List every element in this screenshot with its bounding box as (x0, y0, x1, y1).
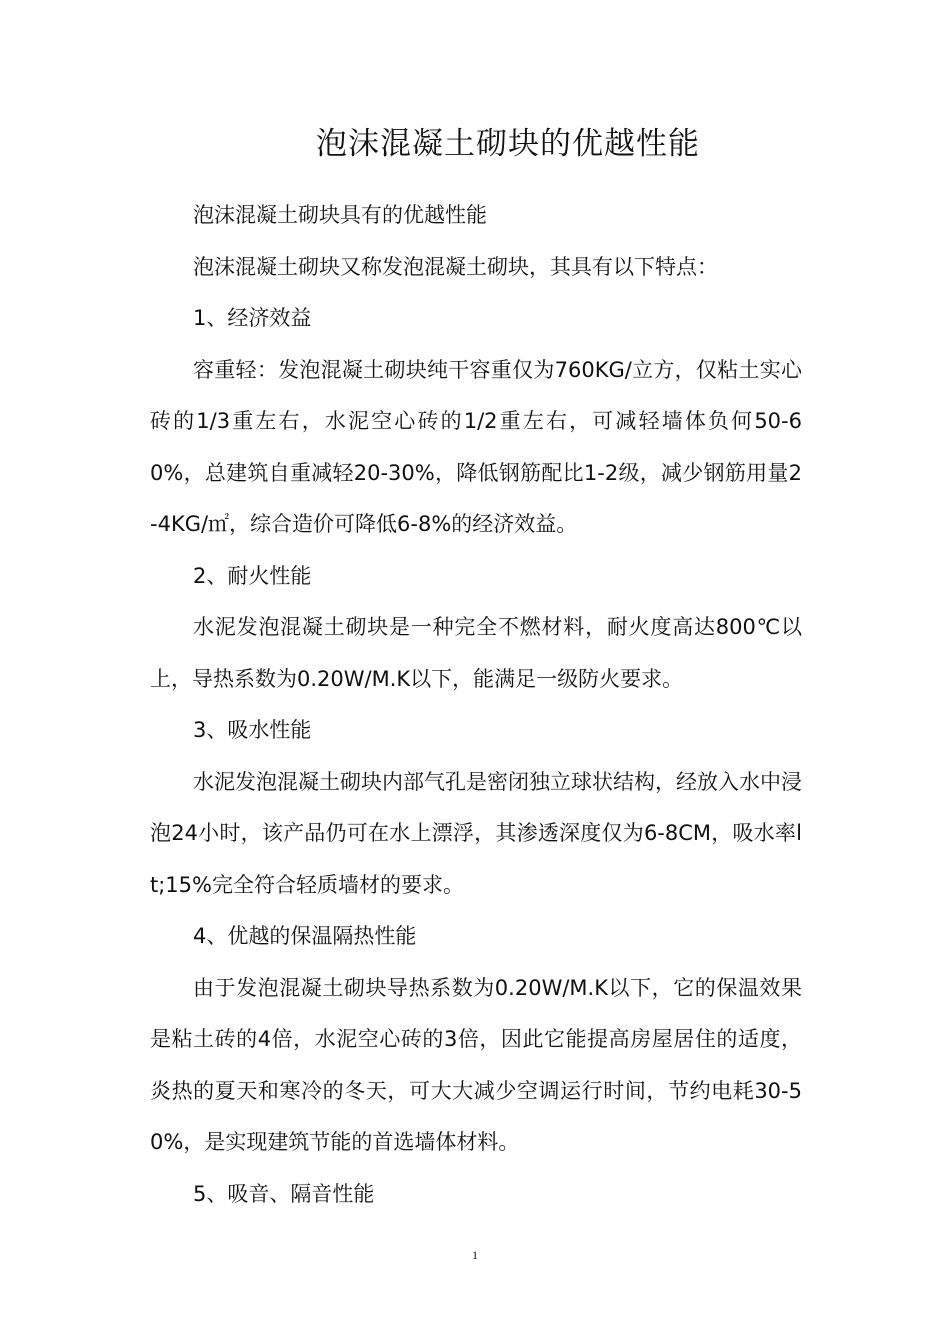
section-heading-insulation: 4、优越的保温隔热性能 (193, 924, 417, 948)
section-heading-water: 3、吸水性能 (193, 718, 312, 742)
page-number: 1 (472, 1248, 478, 1262)
paragraph-subtitle: 泡沫混凝土砌块具有的优越性能 (193, 203, 487, 227)
paragraph-insulation: 由于发泡混凝土砌块导热系数为0.20W/M.K以下，它的保温效果是粘土砖的4倍，水泥空心砖的3倍，因此它能提高房屋居住的适度，炎热的夏天和寒冷的冬天，可大大减少空调运行时间，节约电耗30-50%，是实现建筑节能的首选墙体材料。 (150, 975, 802, 1154)
section-heading-acoustic: 5、吸音、隔音性能 (193, 1181, 375, 1206)
document-title: 泡沫混凝土砌块的优越性能 (316, 126, 700, 162)
document-body (150, 190, 802, 1220)
paragraph-fire: 水泥发泡混凝土砌块是一种完全不燃材料，耐火度高达800℃以上，导热系数为0.20W/M.K以下，能满足一级防火要求。 (150, 615, 802, 691)
paragraph-economic: 容重轻：发泡混凝土砌块纯干容重仅为760KG/立方，仅粘土实心砖的1/3重左右，水泥空心砖的1/2重左右，可减轻墙体负何50-60%，总建筑自重减轻20-30%，降低钢筋配比1-2级，减少钢筋用量2-4KG/㎡，综合造价可降低6-8%的经济效益。 (150, 357, 802, 536)
paragraph-water: 水泥发泡混凝土砌块内部气孔是密闭独立球状结构，经放入水中浸泡24小时，该产品仍可在水上漂浮，其渗透深度仅为6-8CM，吸水率lt;15%完全符合轻质墙材的要求。 (150, 769, 802, 897)
section-heading-fire: 2、耐火性能 (193, 563, 312, 588)
paragraph-intro: 泡沫混凝土砌块又称发泡混凝土砌块，其具有以下特点： (193, 254, 718, 279)
section-heading-economic: 1、经济效益 (193, 306, 312, 330)
